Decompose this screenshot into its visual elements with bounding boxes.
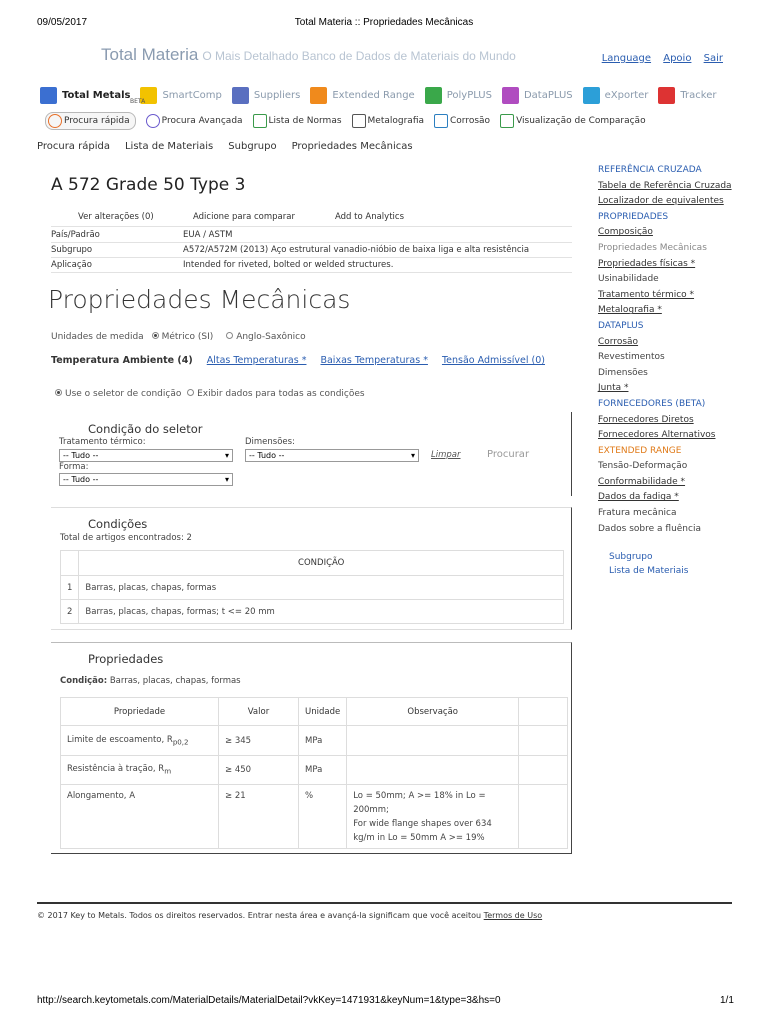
sidebar-section-header: REFERÊNCIA CRUZADA: [598, 165, 702, 175]
add-to-analytics-link[interactable]: Add to Analytics: [335, 212, 404, 222]
sidebar-item[interactable]: Tensão-Deformação: [598, 461, 688, 472]
divider: [51, 242, 572, 243]
suppliers-icon: [232, 87, 249, 104]
nav-tracker[interactable]: [658, 87, 716, 104]
row-index: 2: [61, 600, 79, 624]
dropdown-arrow-icon: ▾: [224, 451, 229, 460]
tool-bar: [45, 110, 656, 132]
sidebar-item[interactable]: Tratamento térmico *: [598, 289, 695, 300]
sidebar-section-header: PROPRIEDADES: [598, 211, 669, 222]
sidebar-subgroup-link[interactable]: Subgrupo: [609, 552, 653, 562]
properties-table: [60, 697, 568, 849]
nav-dataplus[interactable]: [502, 87, 573, 104]
tool-3[interactable]: [352, 114, 424, 128]
sidebar-item[interactable]: Localizador de equivalentes: [598, 196, 724, 207]
divider: [51, 272, 572, 273]
print-page: 1/1: [720, 995, 734, 1006]
property-extra: [519, 756, 568, 785]
nav-exporter[interactable]: [583, 87, 649, 104]
tab-low-temp[interactable]: Baixas Temperaturas *: [320, 355, 428, 366]
view-changes-link[interactable]: Ver alterações (0): [78, 212, 154, 222]
tool-label: Metalografia: [367, 116, 424, 126]
conditions-table: [60, 550, 564, 624]
tracker-flag-icon: [658, 87, 675, 104]
sidebar-item: Propriedades Mecânicas: [598, 242, 707, 253]
logout-link[interactable]: Sair: [703, 53, 723, 64]
breadcrumb-quick-search[interactable]: Procura rápida: [37, 141, 110, 152]
nav-smartcomp[interactable]: [140, 87, 221, 104]
sidebar-item[interactable]: Dimensões: [598, 367, 648, 378]
form-label: Forma:: [59, 462, 89, 472]
breadcrumb-materials-list[interactable]: Lista de Materiais: [124, 141, 214, 152]
metric-radio[interactable]: Métrico (SI): [152, 332, 219, 342]
sidebar-item[interactable]: Propriedades físicas *: [598, 258, 696, 269]
page-title: Propriedades Mecânicas: [48, 285, 351, 314]
table-header-index: [61, 551, 79, 576]
nav-label: Total Metals: [62, 89, 131, 101]
nav-label: Suppliers: [253, 89, 301, 101]
conditions-panel: [51, 507, 572, 630]
table-header-row: [61, 698, 568, 726]
dataplus-icon: [502, 87, 519, 104]
tool-label: Visualização de Comparação: [516, 116, 646, 126]
nav-label: Extended Range: [332, 89, 415, 101]
nav-extended-range[interactable]: [310, 87, 414, 104]
property-name: Resistência à tração, $R_m$: [61, 756, 219, 785]
header-property: Propriedade: [61, 698, 219, 726]
total-metals-icon: [40, 87, 57, 104]
temperature-tabs: [51, 355, 559, 366]
tool-label: Procura rápida: [64, 116, 130, 126]
divider: [51, 257, 572, 258]
heat-treatment-label: Tratamento térmico:: [59, 437, 146, 447]
sidebar-item[interactable]: Fornecedores Alternativos: [598, 430, 716, 441]
dimensions-label: Dimensões:: [245, 437, 295, 447]
properties-condition: [60, 676, 241, 686]
nav-polyplus[interactable]: [425, 87, 492, 104]
brand-name: Total Materia: [101, 45, 199, 64]
dropdown-arrow-icon: ▾: [410, 451, 415, 460]
tab-ambient-temp[interactable]: Temperatura Ambiente (4): [51, 355, 193, 366]
property-value: ≥ 21: [219, 785, 299, 849]
table-header-row: [61, 551, 564, 576]
header-extra: [519, 698, 568, 726]
dimensions-select[interactable]: -- Tudo -- ▾: [245, 449, 419, 462]
tool-5[interactable]: [500, 114, 646, 128]
sidebar-section-header: FORNECEDORES (BETA): [598, 398, 706, 409]
add-to-compare-link[interactable]: Adicione para comparar: [193, 212, 295, 222]
exporter-icon: [583, 87, 600, 104]
standards-list-icon: [253, 114, 267, 128]
print-title: Total Materia :: Propriedades Mecânicas: [294, 17, 474, 28]
property-note: [347, 726, 519, 756]
tab-high-temp[interactable]: Altas Temperaturas *: [206, 355, 307, 366]
print-date: 09/05/2017: [37, 17, 88, 28]
corrosion-icon: [434, 114, 448, 128]
info-value: EUA / ASTM: [183, 230, 233, 240]
tool-4[interactable]: [434, 114, 490, 128]
tool-1[interactable]: [146, 114, 243, 128]
table-header-condition: CONDIÇÃO: [79, 551, 564, 576]
sidebar-item[interactable]: Metalografia *: [598, 305, 662, 316]
sidebar-materials-list-link[interactable]: Lista de Materiais: [609, 566, 689, 576]
nav-label: DataPLUS: [523, 89, 573, 101]
support-link[interactable]: Apoio: [663, 53, 692, 64]
anglo-radio[interactable]: Anglo-Saxônico: [226, 332, 310, 342]
property-note: Lo = 50mm; A >= 18% in Lo = 200mm; For wide flange shapes over 634 kg/m in Lo = 50mm A >= 19%: [347, 785, 519, 849]
table-row[interactable]: [61, 576, 564, 600]
properties-condition-value: Barras, placas, chapas, formas: [109, 676, 241, 686]
table-row: [61, 785, 568, 849]
row-condition: Barras, placas, chapas, formas: [79, 576, 564, 600]
quick-search-icon: [48, 114, 62, 128]
sidebar-item[interactable]: Fratura mecânica: [598, 508, 677, 519]
sidebar-item[interactable]: Usinabilidade: [598, 274, 659, 285]
sidebar-item[interactable]: Dados sobre a fluência: [598, 523, 701, 534]
brand-logo[interactable]: [101, 45, 516, 65]
sidebar-item[interactable]: Dados da fadiga *: [598, 492, 679, 503]
properties-panel: [51, 642, 572, 854]
property-note: [347, 756, 519, 785]
property-value: ≥ 450: [219, 756, 299, 785]
search-button[interactable]: Procurar: [487, 449, 530, 460]
form-select[interactable]: -- Tudo -- ▾: [59, 473, 233, 486]
sidebar-item[interactable]: Conformabilidade *: [598, 476, 686, 487]
compare-arrows-icon: [500, 114, 514, 128]
material-title: A 572 Grade 50 Type 3: [51, 175, 246, 195]
nav-suppliers[interactable]: [232, 87, 300, 104]
properties-condition-label: Condição:: [60, 676, 108, 686]
sidebar-section-header: DATAPLUS: [598, 320, 644, 331]
info-key: Aplicação: [51, 260, 92, 270]
property-unit: MPa: [299, 756, 347, 785]
tool-label: Corrosão: [450, 116, 491, 126]
properties-title: Propriedades: [88, 652, 164, 666]
heat-treatment-select[interactable]: -- Tudo -- ▾: [59, 449, 233, 462]
tab-allowable-stress[interactable]: Tensão Admissível (0): [441, 355, 545, 366]
footer: [37, 911, 542, 920]
polyplus-icon: [425, 87, 442, 104]
sidebar-item[interactable]: Fornecedores Diretos: [598, 414, 694, 425]
top-links: [593, 53, 723, 64]
conditions-count: Total de artigos encontrados: 2: [60, 533, 192, 543]
tool-0[interactable]: [45, 112, 136, 130]
sidebar-item[interactable]: Revestimentos: [598, 352, 665, 363]
suppliers-beta-badge: BETA: [130, 98, 146, 105]
tool-label: Lista de Normas: [268, 116, 342, 126]
sidebar-item[interactable]: Corrosão: [598, 336, 639, 347]
use-selector-radio[interactable]: Use o seletor de condição: [55, 389, 181, 399]
condition-mode: [55, 389, 365, 399]
info-key: Subgrupo: [51, 245, 93, 255]
footer-divider: [37, 902, 732, 904]
breadcrumb-subgroup[interactable]: Subgrupo: [228, 141, 277, 152]
property-unit: MPa: [299, 726, 347, 756]
table-row[interactable]: [61, 600, 564, 624]
condition-selector-panel: [51, 412, 572, 496]
breadcrumb: [37, 141, 428, 152]
microscope-icon: [352, 114, 366, 128]
footer-text: © 2017 Key to Metals. Todos os direitos reservados. Entrar nesta área e avançá-la significam que você aceitou: [37, 911, 484, 920]
header-unit: Unidade: [299, 698, 347, 726]
property-unit: %: [299, 785, 347, 849]
info-value: Intended for riveted, bolted or welded structures.: [183, 260, 394, 270]
sidebar-item[interactable]: Junta *: [598, 383, 629, 394]
tool-2[interactable]: [253, 114, 342, 128]
row-index: 1: [61, 576, 79, 600]
nav-label: Tracker: [680, 89, 717, 101]
show-all-radio[interactable]: Exibir dados para todas as condições: [187, 389, 365, 399]
units-label: Unidades de medida: [51, 332, 144, 342]
tool-label: Procura Avançada: [161, 116, 243, 126]
clear-button[interactable]: Limpar: [431, 450, 461, 460]
header-note: Observação: [347, 698, 519, 726]
dropdown-arrow-icon: ▾: [224, 475, 229, 484]
selector-title: Condição do seletor: [88, 422, 203, 436]
units-selector: [51, 332, 316, 342]
language-link[interactable]: Language: [601, 53, 652, 64]
property-extra: [519, 785, 568, 849]
sidebar: [598, 163, 748, 537]
breadcrumb-current: Propriedades Mecânicas: [291, 141, 413, 152]
print-url: http://search.keytometals.com/MaterialDetails/MaterialDetail?vkKey=1471931&keyNum=1&type=3&hs=0: [37, 995, 501, 1006]
property-extra: [519, 726, 568, 756]
conditions-title: Condições: [88, 517, 148, 531]
property-value: ≥ 345: [219, 726, 299, 756]
info-key: País/Padrão: [51, 230, 100, 240]
divider: [51, 226, 572, 227]
nav-total-metals[interactable]: [40, 87, 130, 104]
header-value: Valor: [219, 698, 299, 726]
nav-label: eXporter: [604, 89, 649, 101]
table-row: [61, 756, 568, 785]
table-row: [61, 726, 568, 756]
sidebar-item[interactable]: Composição: [598, 227, 653, 238]
extended-range-icon: [310, 87, 327, 104]
property-name: Limite de escoamento, $R_{p0,2}$: [61, 726, 219, 756]
sidebar-section-header: EXTENDED RANGE: [598, 445, 682, 456]
sidebar-item[interactable]: Tabela de Referência Cruzada: [598, 180, 732, 191]
advanced-search-icon: [146, 114, 160, 128]
sidebar-bottom-links: [609, 550, 688, 578]
property-name: Alongamento, A: [61, 785, 219, 849]
nav-label: PolyPLUS: [446, 89, 492, 101]
terms-link[interactable]: Termos de Uso: [483, 911, 543, 920]
info-value: A572/A572M (2013) Aço estrutural vanadio-niόbio de baixa liga e alta resistência: [183, 245, 530, 255]
brand-tagline: O Mais Detalhado Banco de Dados de Materiais do Mundo: [202, 49, 516, 63]
row-condition: Barras, placas, chapas, formas; t <= 20 mm: [79, 600, 564, 624]
nav-label: SmartComp: [162, 89, 222, 101]
